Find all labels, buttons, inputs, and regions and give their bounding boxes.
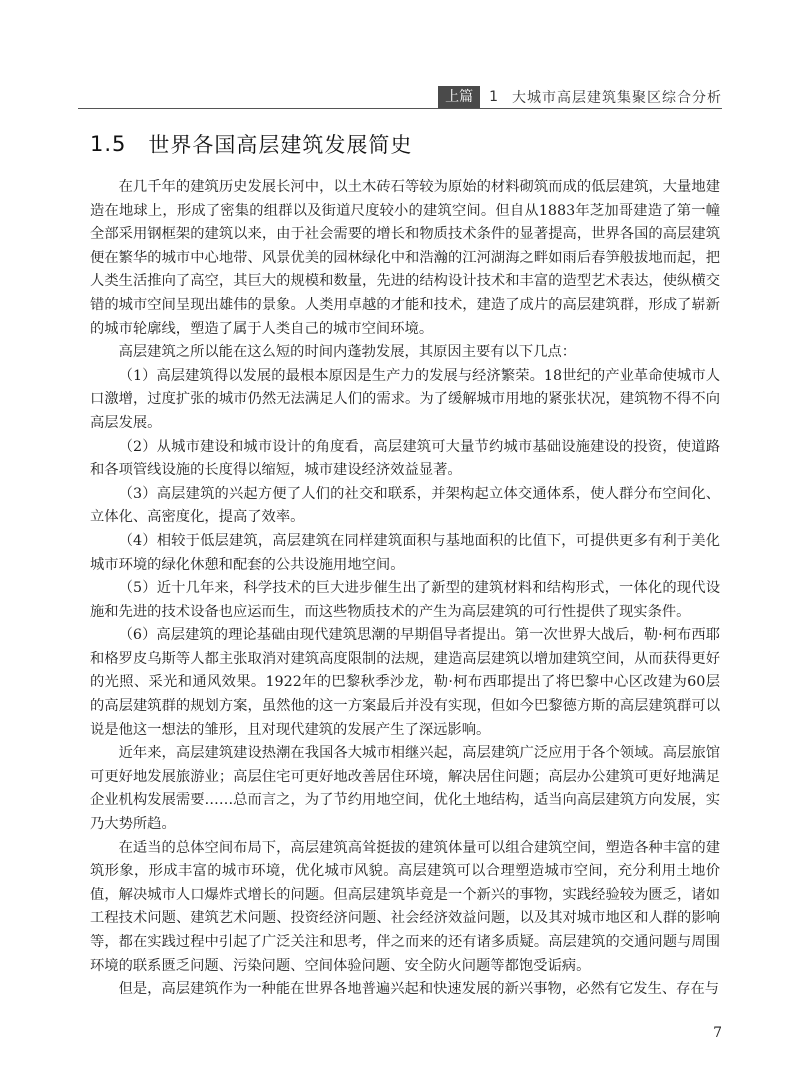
list-item-paragraph: （4）相较于低层建筑，高层建筑在同样建筑面积与基地面积的比值下，可提供更多有利于美化城市环境的绿化休憩和配套的公共设施用地空间。: [90, 532, 720, 573]
list-item-paragraph: （5）近十几年来，科学技术的巨大进步催生出了新型的建筑材料和结构形式，一体化的现代设施和先进的技术设备也应运而生，而这些物质技术的产生为高层建筑的可行性提供了现实条件。: [90, 580, 720, 620]
chapter-number: 1: [489, 89, 498, 105]
list-item-paragraph: （6）高层建筑的理论基础由现代建筑思潮的早期倡导者提出。第一次世界大战后，勒·柯布西耶和格罗皮乌斯等人都主张取消对建筑高度限制的法规，建造高层建筑以增加建筑空间，从而获得更好的光照、采光和通风效果。1922年的巴黎秋季沙龙，勒·柯布西耶提出了将巴黎中心区改建为60层的高层建筑群的规划方案，虽然他的这一方案最后并没有实现，但如今巴黎德方斯的高层建筑群可以说是他这一想法的雏形，且对现代建筑的发展产生了深远影响。: [90, 627, 720, 738]
paragraph: 近年来，高层建筑建设热潮在我国各大城市相继兴起，高层建筑广泛应用于各个领域。高层旅馆可更好地发展旅游业；高层住宅可更好地改善居住环境，解决居住问题；高层办公建筑可更好地满足企业机构发展需要……总而言之，为了节约用地空间，优化土地结构，适当向高层建筑方向发展，实乃大势所趋。: [90, 745, 720, 833]
page-number: 7: [713, 1025, 722, 1041]
body-text: [90, 176, 720, 1002]
running-header: [438, 86, 722, 108]
paragraph: 在几千年的建筑历史发展长河中，以土木砖石等较为原始的材料砌筑而成的低层建筑，大量地建造在地球上，形成了密集的组群以及街道尺度较小的建筑空间。但自从1883年芝加哥建造了第一幢全部采用钢框架的建筑以来，由于社会需要的增长和物质技术条件的显著提高，世界各国的高层建筑便在繁华的城市中心地带、风景优美的园林绿化中和浩瀚的江河湖海之畔如雨后春笋般拔地而起，把人类生活推向了高空，其巨大的规模和数量，先进的结构设计技术和丰富的造型艺术表达，使纵横交错的城市空间呈现出雄伟的景象。人类用卓越的才能和技术，建造了成片的高层建筑群，形成了崭新的城市轮廓线，塑造了属于人类自己的城市空间环境。: [90, 179, 720, 337]
paragraph: 但是，高层建筑作为一种能在世界各地普遍兴起和快速发展的新兴事物，必然有它发生、存在与: [118, 981, 720, 998]
section-title: 世界各国高层建筑发展简史: [148, 133, 413, 157]
section-number: 1.5: [90, 132, 127, 156]
list-item-paragraph: （1）高层建筑得以发展的最根本原因是生产力的发展与经济繁荣。18世纪的产业革命使城市人口激增，过度扩张的城市仍然无法满足人们的需求。为了缓解城市用地的紧张状况，建筑物不得不向高层发展。: [90, 367, 720, 431]
paragraph: 在适当的总体空间布局下，高层建筑高耸挺拔的建筑体量可以组合建筑空间，塑造各种丰富的建筑形象，形成丰富的城市环境，优化城市风貌。高层建筑可以合理塑造城市空间，充分利用土地价值，解决城市人口爆炸式增长的问题。但高层建筑毕竟是一个新兴的事物，实践经验较为匮乏，诸如工程技术问题、建筑艺术问题、投资经济问题、社会经济效益问题，以及其对城市地区和人群的影响等，都在实践过程中引起了广泛关注和思考，伴之而来的还有诸多质疑。高层建筑的交通问题与周围环境的联系匮乏问题、污染问题、空间体验问题、安全防火问题等都饱受诟病。: [90, 839, 720, 974]
header-divider: [78, 108, 722, 109]
list-item-paragraph: （2）从城市建设和城市设计的角度看，高层建筑可大量节约城市基础设施建设的投资，使道路和各项管线设施的长度得以缩短，城市建设经济效益显著。: [90, 438, 720, 479]
section-heading: [90, 124, 412, 164]
list-item-paragraph: （3）高层建筑的兴起方便了人们的社交和联系，并架构起立体交通体系，使人群分布空间化、立体化、高密度化，提高了效率。: [90, 485, 720, 526]
paragraph: 高层建筑之所以能在这么短的时间内蓬勃发展，其原因主要有以下几点：: [118, 344, 577, 361]
part-label-badge: 上篇: [438, 86, 480, 108]
chapter-title: 大城市高层建筑集聚区综合分析: [512, 90, 722, 106]
